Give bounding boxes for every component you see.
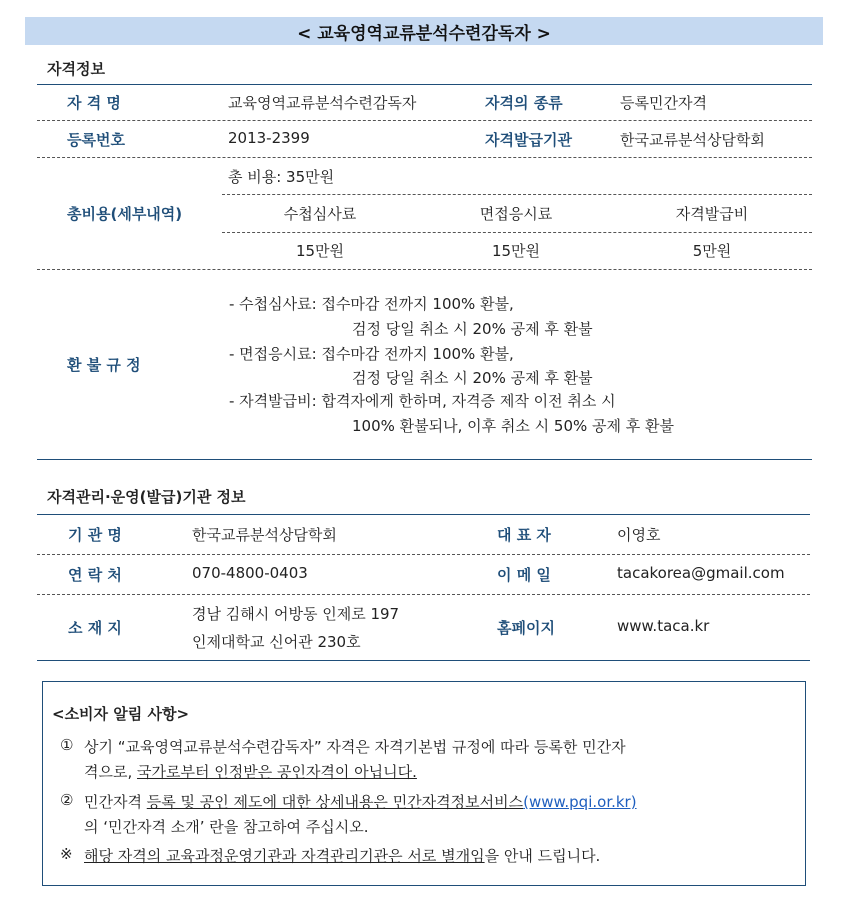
cost-header-interview: 면접응시료 [479, 205, 553, 223]
refund-line: 100% 환불되나, 이후 취소 시 50% 공제 후 환불 [352, 417, 674, 435]
page-title: < 교육영역교류분석수련감독자 > [25, 17, 823, 45]
notice-item-1-line2 [84, 761, 417, 782]
notice-text: 민간자격 [84, 793, 147, 811]
label-refund-policy: 환 불 규 정 [67, 356, 141, 374]
notice-marker: ※ [60, 845, 73, 863]
divider [37, 660, 810, 661]
label-issuing-org: 자격발급기관 [485, 131, 572, 149]
refund-line: - 자격발급비: 합격자에게 한하며, 자격증 제작 이전 취소 시 [229, 392, 616, 410]
refund-line: - 면접응시료: 접수마감 전까지 100% 환불, [229, 345, 514, 363]
value-address-line1: 경남 김해시 어방동 인제로 197 [192, 605, 400, 623]
notice-item-3 [84, 845, 600, 866]
value-homepage[interactable]: www.taca.kr [617, 617, 710, 635]
pqi-link[interactable]: (www.pqi.or.kr) [523, 793, 637, 811]
value-registration-number: 2013-2399 [228, 129, 310, 147]
notice-title: <소비자 알림 사항> [52, 705, 190, 723]
value-organization: 한국교류분석상담학회 [192, 526, 337, 544]
value-email[interactable]: tacakorea@gmail.com [617, 564, 785, 582]
divider [222, 232, 812, 233]
refund-line: 검정 당일 취소 시 20% 공제 후 환불 [352, 320, 593, 338]
label-homepage: 홈페이지 [497, 619, 555, 637]
cost-value-issuance: 5만원 [692, 242, 732, 260]
notice-text: 을 안내 드립니다. [484, 847, 601, 865]
label-registration-number: 등록번호 [67, 131, 125, 149]
refund-line: 검정 당일 취소 시 20% 공제 후 환불 [352, 369, 593, 387]
divider [37, 120, 812, 121]
divider [37, 157, 812, 158]
notice-item-2-line1 [84, 791, 637, 812]
label-organization: 기 관 명 [68, 526, 122, 544]
cost-value-interview: 15만원 [491, 242, 541, 260]
section-heading-qualification: 자격정보 [47, 60, 105, 78]
notice-item-2-line2: 의 ‘민간자격 소개’ 란을 참고하여 주십시오. [84, 818, 369, 836]
divider [222, 194, 812, 195]
notice-underlined-text: 해당 자격의 교육과정운영기관과 자격관리기관은 서로 별개임 [84, 847, 485, 865]
notice-item-1-line1: 상기 “교육영역교류분석수련감독자” 자격은 자격기본법 규정에 따라 등록한 민간자 [84, 738, 626, 756]
notice-text: 격으로, [84, 763, 138, 781]
value-representative: 이영호 [617, 526, 661, 544]
value-qualification-type: 등록민간자격 [620, 94, 707, 112]
label-total-cost: 총비용(세부내역) [67, 205, 183, 223]
divider [37, 554, 810, 555]
notice-marker: ① [60, 736, 74, 754]
notice-underlined-text: 국가로부터 인정받은 공인자격이 아닙니다. [137, 763, 417, 781]
label-location: 소 재 지 [68, 619, 122, 637]
cost-value-review: 15만원 [295, 242, 345, 260]
notice-underlined-text: 등록 및 공인 제도에 대한 상세내용은 민간자격정보서비스 [146, 793, 524, 811]
label-email: 이 메 일 [497, 566, 551, 584]
notice-marker: ② [60, 791, 74, 809]
value-address-line2: 인제대학교 신어관 230호 [192, 633, 361, 651]
cost-header-issuance: 자격발급비 [675, 205, 749, 223]
value-qualification-name: 교육영역교류분석수련감독자 [228, 94, 417, 112]
divider [37, 514, 810, 515]
value-contact: 070-4800-0403 [192, 564, 308, 582]
value-total-cost: 총 비용: 35만원 [228, 168, 335, 186]
divider [37, 269, 812, 270]
divider [37, 84, 812, 85]
refund-line: - 수첩심사료: 접수마감 전까지 100% 환불, [229, 295, 514, 313]
cost-header-review: 수첩심사료 [283, 205, 357, 223]
label-qualification-name: 자 격 명 [67, 94, 121, 112]
divider [37, 594, 810, 595]
label-qualification-type: 자격의 종류 [485, 94, 563, 112]
section-heading-organization: 자격관리·운영(발급)기관 정보 [47, 488, 246, 506]
value-issuing-org: 한국교류분석상담학회 [620, 131, 765, 149]
label-representative: 대 표 자 [497, 526, 551, 544]
label-contact: 연 락 처 [68, 566, 122, 584]
divider [37, 459, 812, 460]
